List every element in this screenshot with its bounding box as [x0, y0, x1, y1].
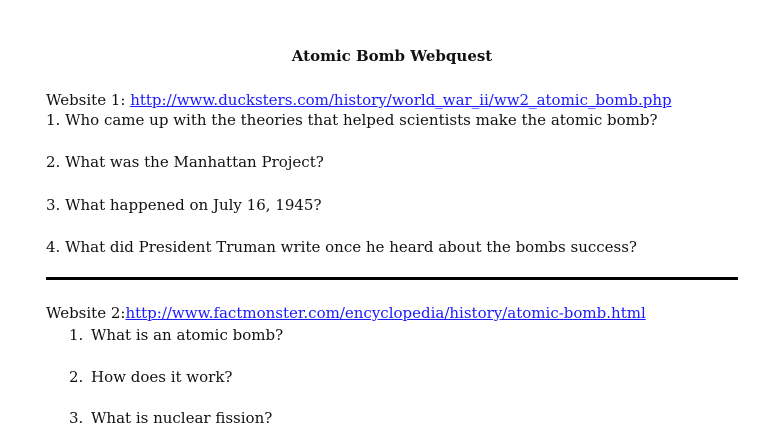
- question-1-4: 4. What did President Truman write once he heard about the bombs success?: [46, 238, 637, 256]
- website-2-link[interactable]: http://www.factmonster.com/encyclopedia/history/atomic-bomb.html: [125, 304, 646, 322]
- question-2-3: [69, 408, 272, 428]
- website-2-line: [46, 303, 646, 323]
- question-text: How does it work?: [91, 368, 233, 386]
- website-2-label: Website 2:: [46, 304, 126, 322]
- page-title: Atomic Bomb Webquest: [291, 47, 493, 65]
- website-1-label: Website 1:: [46, 91, 131, 109]
- question-1-1: 1. Who came up with the theories that helped scientists make the atomic bomb?: [46, 111, 658, 129]
- list-number: 1.: [69, 326, 84, 344]
- website-1-line: [46, 90, 672, 110]
- list-number: 2.: [69, 368, 84, 386]
- question-1-2: 2. What was the Manhattan Project?: [46, 153, 324, 171]
- website-1-link[interactable]: http://www.ducksters.com/history/world_war_ii/ww2_atomic_bomb.php: [130, 91, 672, 109]
- question-2-1: [69, 325, 283, 345]
- question-2-2: [69, 367, 232, 387]
- section-divider: [46, 277, 738, 280]
- question-text: What is an atomic bomb?: [91, 326, 284, 344]
- question-text: What is nuclear fission?: [91, 409, 273, 427]
- question-1-3: 3. What happened on July 16, 1945?: [46, 196, 322, 214]
- list-number: 3.: [69, 409, 84, 427]
